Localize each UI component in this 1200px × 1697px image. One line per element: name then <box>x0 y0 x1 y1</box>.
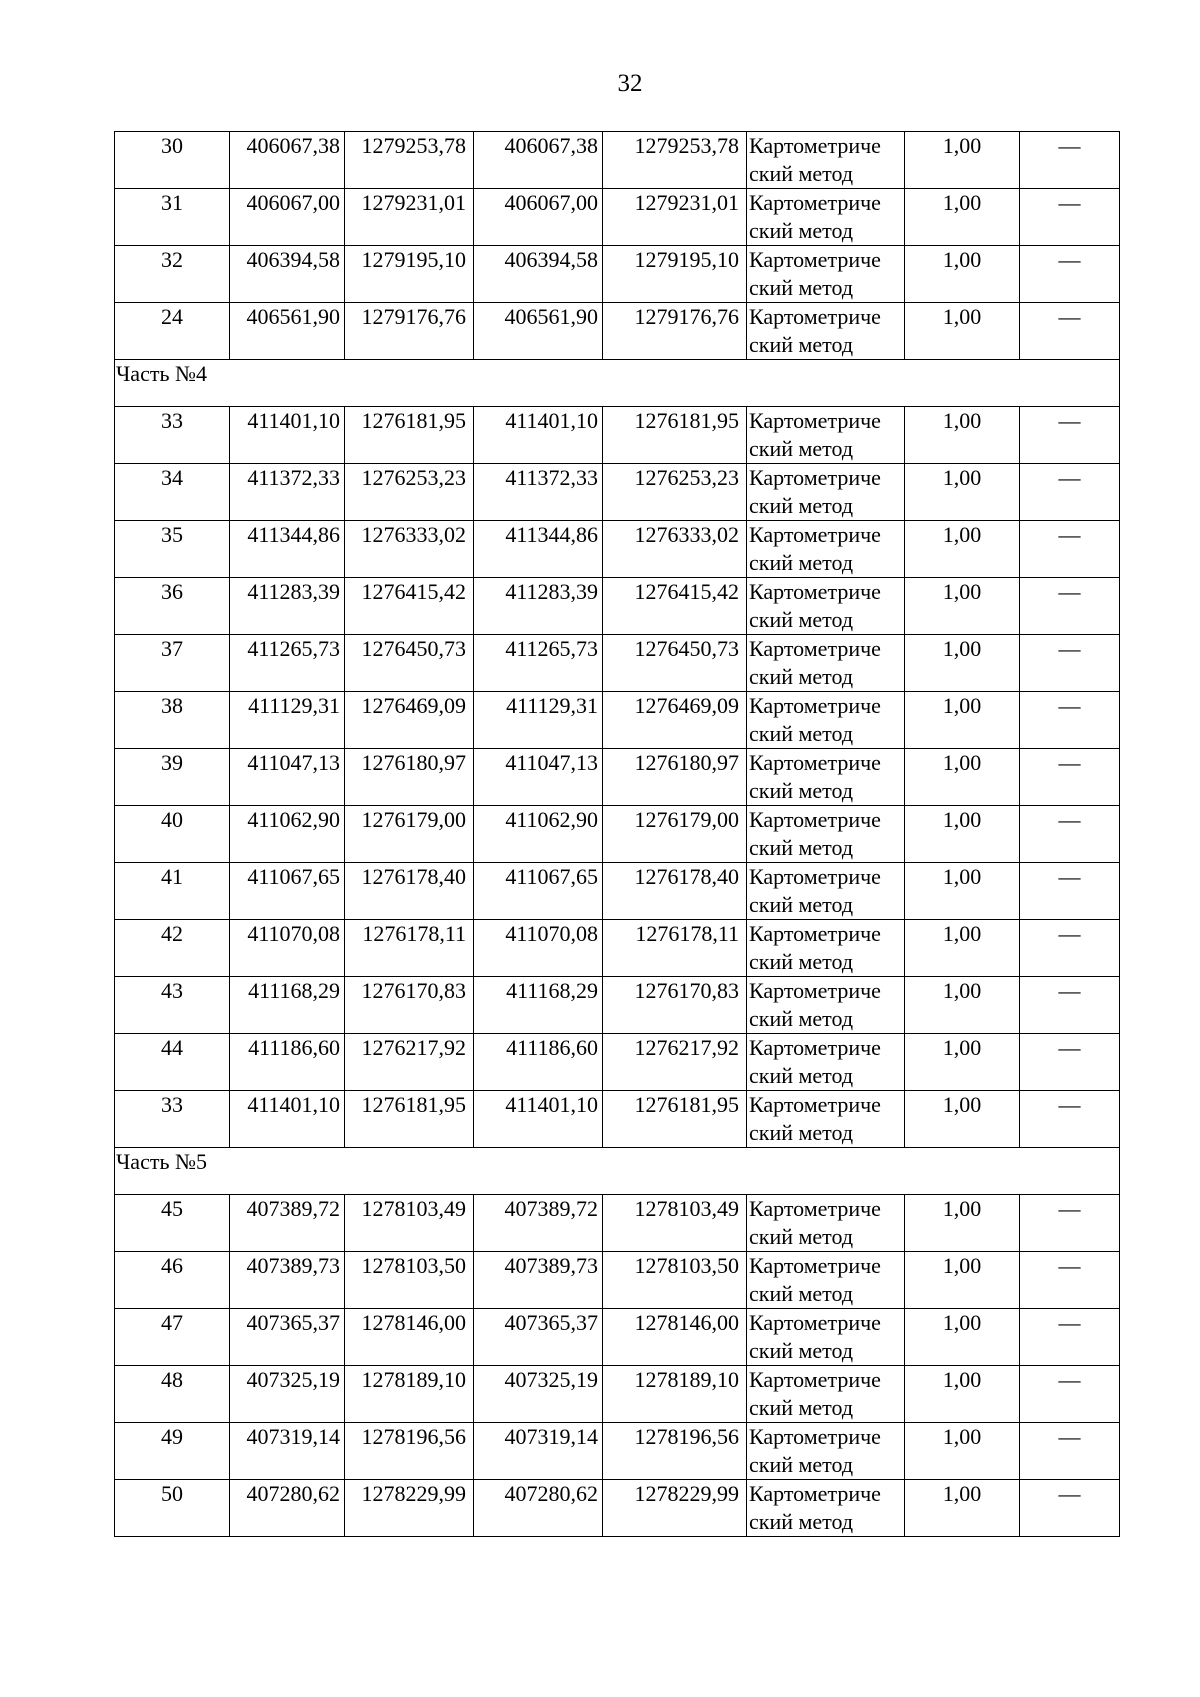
y-coordinate-cell: 1276181,95 <box>345 407 474 464</box>
point-number-cell: 44 <box>115 1034 230 1091</box>
method-cell: Картометриче ский метод <box>747 1423 905 1480</box>
table-row <box>115 1034 1120 1091</box>
accuracy-cell: 1,00 <box>905 749 1020 806</box>
x-coordinate-cell: 406394,58 <box>230 246 345 303</box>
method-cell: Картометриче ский метод <box>747 1091 905 1148</box>
y-coordinate-cell: 1279253,78 <box>345 132 474 189</box>
accuracy-cell: 1,00 <box>905 464 1020 521</box>
description-cell: — <box>1020 749 1120 806</box>
table-row <box>115 977 1120 1034</box>
x-coordinate-new-cell: 411070,08 <box>474 920 603 977</box>
point-number-cell: 47 <box>115 1309 230 1366</box>
description-cell: — <box>1020 920 1120 977</box>
description-cell: — <box>1020 863 1120 920</box>
section-header: Часть №5 <box>115 1148 1120 1195</box>
method-cell: Картометриче ский метод <box>747 635 905 692</box>
y-coordinate-cell: 1278146,00 <box>345 1309 474 1366</box>
method-cell: Картометриче ский метод <box>747 407 905 464</box>
accuracy-cell: 1,00 <box>905 189 1020 246</box>
accuracy-cell: 1,00 <box>905 246 1020 303</box>
y-coordinate-new-cell: 1279176,76 <box>603 303 747 360</box>
table-row <box>115 1423 1120 1480</box>
table-row <box>115 246 1120 303</box>
y-coordinate-cell: 1276170,83 <box>345 977 474 1034</box>
accuracy-cell: 1,00 <box>905 407 1020 464</box>
y-coordinate-cell: 1276179,00 <box>345 806 474 863</box>
accuracy-cell: 1,00 <box>905 692 1020 749</box>
accuracy-cell: 1,00 <box>905 1252 1020 1309</box>
table-row <box>115 407 1120 464</box>
x-coordinate-cell: 411062,90 <box>230 806 345 863</box>
description-cell: — <box>1020 464 1120 521</box>
y-coordinate-cell: 1276217,92 <box>345 1034 474 1091</box>
description-cell: — <box>1020 1366 1120 1423</box>
y-coordinate-new-cell: 1276469,09 <box>603 692 747 749</box>
table-row <box>115 132 1120 189</box>
table-row <box>115 806 1120 863</box>
method-cell: Картометриче ский метод <box>747 1034 905 1091</box>
accuracy-cell: 1,00 <box>905 863 1020 920</box>
point-number-cell: 33 <box>115 407 230 464</box>
table-body <box>115 132 1120 1537</box>
y-coordinate-new-cell: 1276181,95 <box>603 407 747 464</box>
table-row <box>115 303 1120 360</box>
point-number-cell: 50 <box>115 1480 230 1537</box>
x-coordinate-cell: 407325,19 <box>230 1366 345 1423</box>
y-coordinate-new-cell: 1278196,56 <box>603 1423 747 1480</box>
method-cell: Картометриче ский метод <box>747 303 905 360</box>
x-coordinate-cell: 407365,37 <box>230 1309 345 1366</box>
x-coordinate-cell: 411047,13 <box>230 749 345 806</box>
y-coordinate-cell: 1276178,11 <box>345 920 474 977</box>
y-coordinate-new-cell: 1279231,01 <box>603 189 747 246</box>
method-cell: Картометриче ский метод <box>747 521 905 578</box>
y-coordinate-cell: 1276469,09 <box>345 692 474 749</box>
y-coordinate-new-cell: 1278229,99 <box>603 1480 747 1537</box>
description-cell: — <box>1020 977 1120 1034</box>
y-coordinate-new-cell: 1278189,10 <box>603 1366 747 1423</box>
x-coordinate-new-cell: 411168,29 <box>474 977 603 1034</box>
point-number-cell: 39 <box>115 749 230 806</box>
x-coordinate-new-cell: 407325,19 <box>474 1366 603 1423</box>
x-coordinate-new-cell: 411344,86 <box>474 521 603 578</box>
x-coordinate-new-cell: 406394,58 <box>474 246 603 303</box>
x-coordinate-new-cell: 411283,39 <box>474 578 603 635</box>
y-coordinate-new-cell: 1279253,78 <box>603 132 747 189</box>
accuracy-cell: 1,00 <box>905 1480 1020 1537</box>
y-coordinate-cell: 1276415,42 <box>345 578 474 635</box>
point-number-cell: 31 <box>115 189 230 246</box>
page-number: 32 <box>617 70 643 97</box>
point-number-cell: 48 <box>115 1366 230 1423</box>
accuracy-cell: 1,00 <box>905 521 1020 578</box>
x-coordinate-cell: 411283,39 <box>230 578 345 635</box>
x-coordinate-cell: 411168,29 <box>230 977 345 1034</box>
y-coordinate-new-cell: 1278103,49 <box>603 1195 747 1252</box>
y-coordinate-cell: 1279176,76 <box>345 303 474 360</box>
description-cell: — <box>1020 1480 1120 1537</box>
description-cell: — <box>1020 1309 1120 1366</box>
x-coordinate-new-cell: 407389,73 <box>474 1252 603 1309</box>
y-coordinate-new-cell: 1276333,02 <box>603 521 747 578</box>
table-row <box>115 464 1120 521</box>
x-coordinate-cell: 411067,65 <box>230 863 345 920</box>
point-number-cell: 41 <box>115 863 230 920</box>
method-cell: Картометриче ский метод <box>747 189 905 246</box>
x-coordinate-cell: 406561,90 <box>230 303 345 360</box>
accuracy-cell: 1,00 <box>905 1423 1020 1480</box>
table-row <box>115 692 1120 749</box>
point-number-cell: 35 <box>115 521 230 578</box>
table-row <box>115 1252 1120 1309</box>
x-coordinate-new-cell: 411047,13 <box>474 749 603 806</box>
y-coordinate-new-cell: 1276178,40 <box>603 863 747 920</box>
y-coordinate-new-cell: 1276178,11 <box>603 920 747 977</box>
table-row <box>115 1309 1120 1366</box>
y-coordinate-cell: 1278103,49 <box>345 1195 474 1252</box>
point-number-cell: 36 <box>115 578 230 635</box>
x-coordinate-cell: 411265,73 <box>230 635 345 692</box>
method-cell: Картометриче ский метод <box>747 806 905 863</box>
x-coordinate-cell: 407389,73 <box>230 1252 345 1309</box>
method-cell: Картометриче ский метод <box>747 578 905 635</box>
table-row <box>115 863 1120 920</box>
method-cell: Картометриче ский метод <box>747 1480 905 1537</box>
accuracy-cell: 1,00 <box>905 1034 1020 1091</box>
section-header-row <box>115 360 1120 407</box>
accuracy-cell: 1,00 <box>905 920 1020 977</box>
y-coordinate-cell: 1276450,73 <box>345 635 474 692</box>
accuracy-cell: 1,00 <box>905 303 1020 360</box>
description-cell: — <box>1020 407 1120 464</box>
description-cell: — <box>1020 1252 1120 1309</box>
y-coordinate-cell: 1278196,56 <box>345 1423 474 1480</box>
x-coordinate-new-cell: 411067,65 <box>474 863 603 920</box>
point-number-cell: 33 <box>115 1091 230 1148</box>
x-coordinate-cell: 407389,72 <box>230 1195 345 1252</box>
y-coordinate-cell: 1279195,10 <box>345 246 474 303</box>
y-coordinate-cell: 1278103,50 <box>345 1252 474 1309</box>
accuracy-cell: 1,00 <box>905 977 1020 1034</box>
coordinates-table <box>114 131 1120 1537</box>
description-cell: — <box>1020 1423 1120 1480</box>
y-coordinate-cell: 1279231,01 <box>345 189 474 246</box>
point-number-cell: 38 <box>115 692 230 749</box>
accuracy-cell: 1,00 <box>905 1195 1020 1252</box>
x-coordinate-new-cell: 411401,10 <box>474 1091 603 1148</box>
section-header-row <box>115 1148 1120 1195</box>
x-coordinate-cell: 411129,31 <box>230 692 345 749</box>
y-coordinate-cell: 1276253,23 <box>345 464 474 521</box>
x-coordinate-cell: 407280,62 <box>230 1480 345 1537</box>
x-coordinate-cell: 411372,33 <box>230 464 345 521</box>
table-row <box>115 521 1120 578</box>
method-cell: Картометриче ский метод <box>747 246 905 303</box>
point-number-cell: 40 <box>115 806 230 863</box>
description-cell: — <box>1020 806 1120 863</box>
x-coordinate-new-cell: 411186,60 <box>474 1034 603 1091</box>
description-cell: — <box>1020 578 1120 635</box>
x-coordinate-new-cell: 407365,37 <box>474 1309 603 1366</box>
method-cell: Картометриче ский метод <box>747 863 905 920</box>
table-row <box>115 635 1120 692</box>
x-coordinate-new-cell: 411372,33 <box>474 464 603 521</box>
y-coordinate-cell: 1278229,99 <box>345 1480 474 1537</box>
x-coordinate-cell: 411070,08 <box>230 920 345 977</box>
table-row <box>115 1366 1120 1423</box>
accuracy-cell: 1,00 <box>905 132 1020 189</box>
y-coordinate-cell: 1276178,40 <box>345 863 474 920</box>
y-coordinate-cell: 1276181,95 <box>345 1091 474 1148</box>
description-cell: — <box>1020 132 1120 189</box>
y-coordinate-new-cell: 1276179,00 <box>603 806 747 863</box>
x-coordinate-cell: 407319,14 <box>230 1423 345 1480</box>
accuracy-cell: 1,00 <box>905 1091 1020 1148</box>
x-coordinate-cell: 411401,10 <box>230 1091 345 1148</box>
table-row <box>115 189 1120 246</box>
method-cell: Картометриче ский метод <box>747 1309 905 1366</box>
accuracy-cell: 1,00 <box>905 578 1020 635</box>
accuracy-cell: 1,00 <box>905 1366 1020 1423</box>
x-coordinate-new-cell: 407389,72 <box>474 1195 603 1252</box>
table-row <box>115 1195 1120 1252</box>
y-coordinate-new-cell: 1278103,50 <box>603 1252 747 1309</box>
table-row <box>115 1091 1120 1148</box>
description-cell: — <box>1020 246 1120 303</box>
accuracy-cell: 1,00 <box>905 635 1020 692</box>
x-coordinate-cell: 406067,38 <box>230 132 345 189</box>
x-coordinate-cell: 411344,86 <box>230 521 345 578</box>
point-number-cell: 49 <box>115 1423 230 1480</box>
method-cell: Картометриче ский метод <box>747 132 905 189</box>
x-coordinate-new-cell: 407319,14 <box>474 1423 603 1480</box>
y-coordinate-cell: 1276180,97 <box>345 749 474 806</box>
y-coordinate-new-cell: 1279195,10 <box>603 246 747 303</box>
table-row <box>115 578 1120 635</box>
description-cell: — <box>1020 303 1120 360</box>
description-cell: — <box>1020 1195 1120 1252</box>
point-number-cell: 24 <box>115 303 230 360</box>
x-coordinate-new-cell: 407280,62 <box>474 1480 603 1537</box>
method-cell: Картометриче ский метод <box>747 1366 905 1423</box>
description-cell: — <box>1020 1091 1120 1148</box>
y-coordinate-new-cell: 1276217,92 <box>603 1034 747 1091</box>
accuracy-cell: 1,00 <box>905 1309 1020 1366</box>
y-coordinate-new-cell: 1276450,73 <box>603 635 747 692</box>
x-coordinate-new-cell: 411062,90 <box>474 806 603 863</box>
x-coordinate-new-cell: 411265,73 <box>474 635 603 692</box>
x-coordinate-cell: 411401,10 <box>230 407 345 464</box>
description-cell: — <box>1020 1034 1120 1091</box>
point-number-cell: 34 <box>115 464 230 521</box>
accuracy-cell: 1,00 <box>905 806 1020 863</box>
method-cell: Картометриче ский метод <box>747 1195 905 1252</box>
method-cell: Картометриче ский метод <box>747 749 905 806</box>
method-cell: Картометриче ский метод <box>747 1252 905 1309</box>
x-coordinate-new-cell: 406561,90 <box>474 303 603 360</box>
description-cell: — <box>1020 635 1120 692</box>
table-row <box>115 749 1120 806</box>
y-coordinate-cell: 1278189,10 <box>345 1366 474 1423</box>
method-cell: Картометриче ский метод <box>747 920 905 977</box>
point-number-cell: 43 <box>115 977 230 1034</box>
x-coordinate-new-cell: 411129,31 <box>474 692 603 749</box>
x-coordinate-new-cell: 411401,10 <box>474 407 603 464</box>
y-coordinate-new-cell: 1276253,23 <box>603 464 747 521</box>
y-coordinate-new-cell: 1276415,42 <box>603 578 747 635</box>
x-coordinate-new-cell: 406067,00 <box>474 189 603 246</box>
point-number-cell: 45 <box>115 1195 230 1252</box>
y-coordinate-new-cell: 1276170,83 <box>603 977 747 1034</box>
method-cell: Картометриче ский метод <box>747 692 905 749</box>
y-coordinate-new-cell: 1278146,00 <box>603 1309 747 1366</box>
description-cell: — <box>1020 189 1120 246</box>
table-row <box>115 920 1120 977</box>
x-coordinate-cell: 411186,60 <box>230 1034 345 1091</box>
point-number-cell: 42 <box>115 920 230 977</box>
method-cell: Картометриче ский метод <box>747 977 905 1034</box>
x-coordinate-cell: 406067,00 <box>230 189 345 246</box>
y-coordinate-new-cell: 1276180,97 <box>603 749 747 806</box>
point-number-cell: 37 <box>115 635 230 692</box>
y-coordinate-new-cell: 1276181,95 <box>603 1091 747 1148</box>
y-coordinate-cell: 1276333,02 <box>345 521 474 578</box>
description-cell: — <box>1020 521 1120 578</box>
point-number-cell: 32 <box>115 246 230 303</box>
x-coordinate-new-cell: 406067,38 <box>474 132 603 189</box>
section-header: Часть №4 <box>115 360 1120 407</box>
description-cell: — <box>1020 692 1120 749</box>
point-number-cell: 30 <box>115 132 230 189</box>
table-row <box>115 1480 1120 1537</box>
method-cell: Картометриче ский метод <box>747 464 905 521</box>
point-number-cell: 46 <box>115 1252 230 1309</box>
